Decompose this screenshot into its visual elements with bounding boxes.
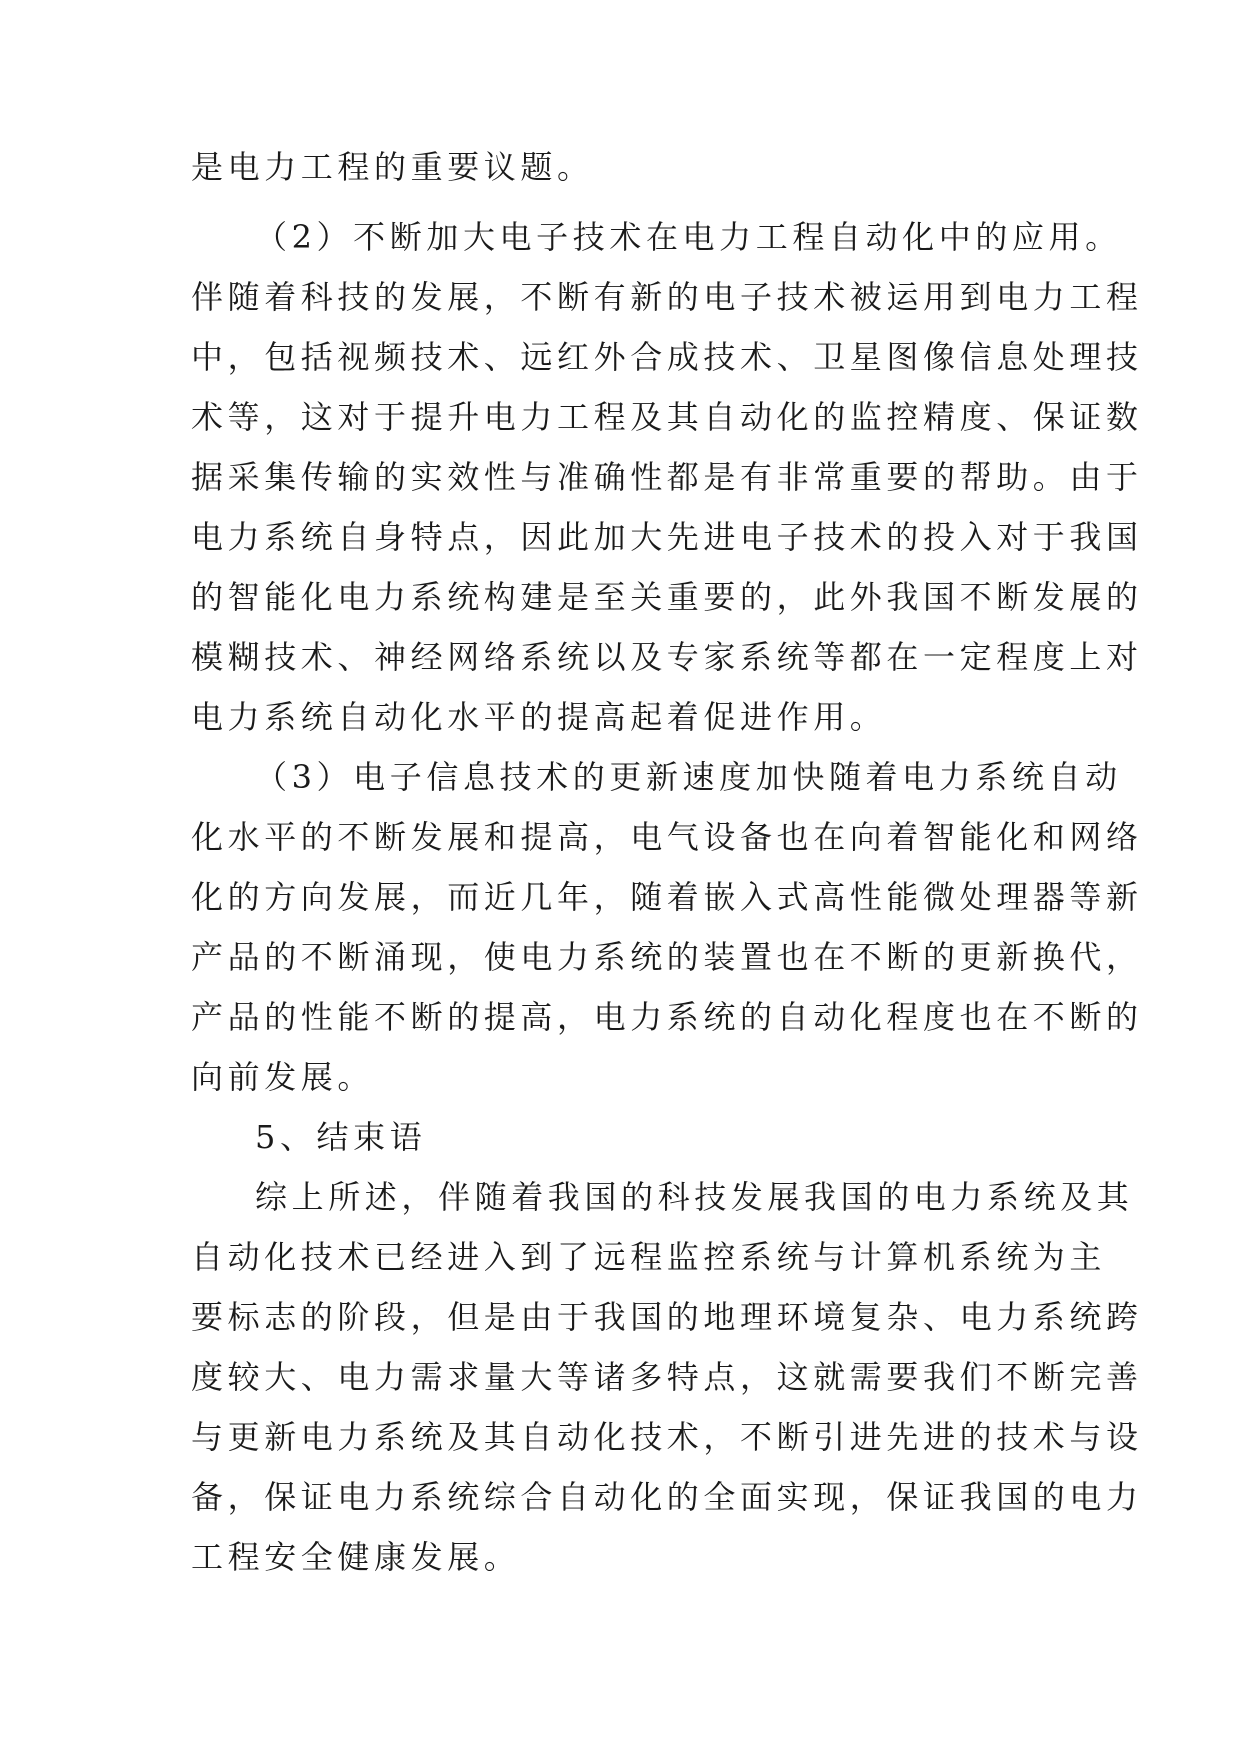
text-line: 度较大、电力需求量大等诸多特点，这就需要我们不断完善 bbox=[191, 1358, 1143, 1396]
text-line: 产品的性能不断的提高，电力系统的自动化程度也在不断的 bbox=[191, 998, 1143, 1036]
text-line: 产品的不断涌现，使电力系统的装置也在不断的更新换代， bbox=[191, 938, 1143, 976]
text-line: （3）电子信息技术的更新速度加快随着电力系统自动 bbox=[255, 758, 1122, 796]
text-line: 伴随着科技的发展，不断有新的电子技术被运用到电力工程 bbox=[191, 278, 1143, 316]
text-line: 化水平的不断发展和提高，电气设备也在向着智能化和网络 bbox=[191, 818, 1143, 856]
text-line: 向前发展。 bbox=[191, 1058, 375, 1096]
text-line: 据采集传输的实效性与准确性都是有非常重要的帮助。由于 bbox=[191, 458, 1143, 496]
text-line: 自动化技术已经进入到了远程监控系统与计算机系统为主 bbox=[191, 1238, 1107, 1276]
section-heading: 5、结束语 bbox=[255, 1118, 427, 1156]
text-line: 的智能化电力系统构建是至关重要的，此外我国不断发展的 bbox=[191, 578, 1143, 616]
text-line: 要标志的阶段，但是由于我国的地理环境复杂、电力系统跨 bbox=[191, 1298, 1143, 1336]
text-line: 备，保证电力系统综合自动化的全面实现，保证我国的电力 bbox=[191, 1478, 1143, 1516]
text-line: （2）不断加大电子技术在电力工程自动化中的应用。 bbox=[255, 218, 1122, 256]
text-line: 模糊技术、神经网络系统以及专家系统等都在一定程度上对 bbox=[191, 638, 1143, 676]
text-line: 化的方向发展，而近几年，随着嵌入式高性能微处理器等新 bbox=[191, 878, 1143, 916]
text-line: 电力系统自身特点，因此加大先进电子技术的投入对于我国 bbox=[191, 518, 1143, 556]
text-line: 是电力工程的重要议题。 bbox=[191, 148, 594, 186]
text-line: 电力系统自动化水平的提高起着促进作用。 bbox=[191, 698, 887, 736]
text-line: 术等，这对于提升电力工程及其自动化的监控精度、保证数 bbox=[191, 398, 1143, 436]
text-line: 中，包括视频技术、远红外合成技术、卫星图像信息处理技 bbox=[191, 338, 1143, 376]
text-line: 与更新电力系统及其自动化技术，不断引进先进的技术与设 bbox=[191, 1418, 1143, 1456]
text-line: 工程安全健康发展。 bbox=[191, 1538, 521, 1576]
text-line: 综上所述，伴随着我国的科技发展我国的电力系统及其 bbox=[255, 1178, 1134, 1216]
